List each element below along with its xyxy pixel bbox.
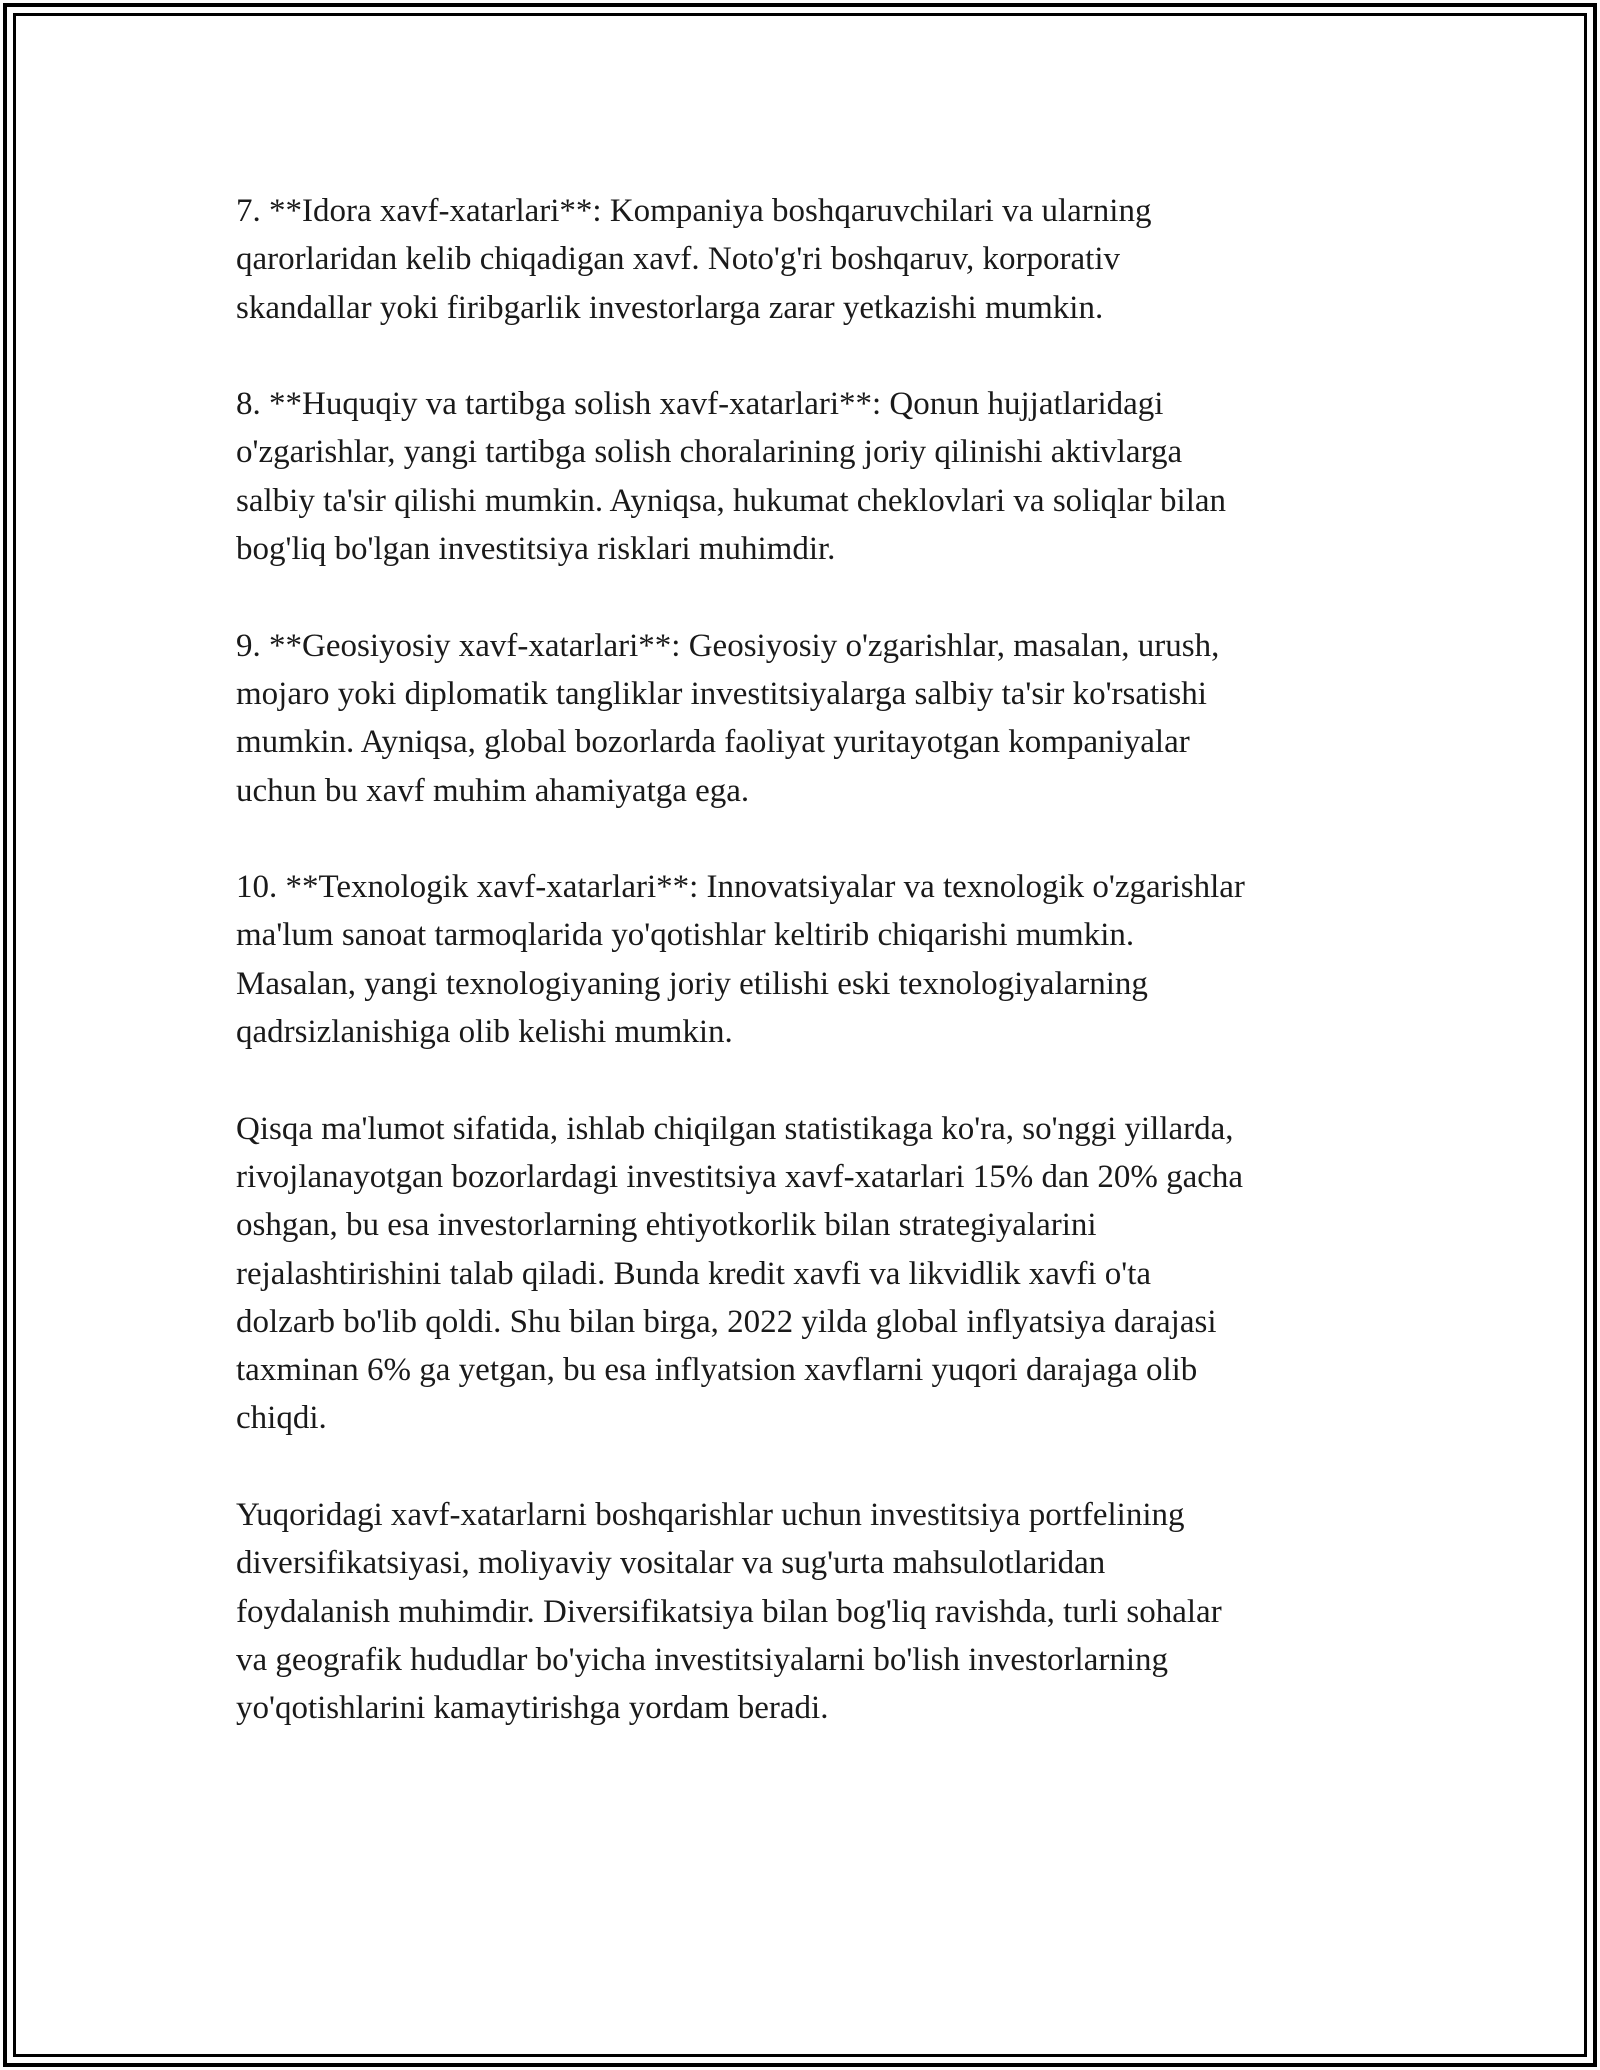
- paragraph-risk-management: Yuqoridagi xavf-xatarlarni boshqarishlar uchun investitsiya portfelining diversifikatsiyasi, moliyaviy vositalar va sug'urta mahsulotlaridan foydalanish muhimdir. Diversifikatsiya bilan bog'liq ravishda, turli sohalar va geografik hududlar bo'yicha investitsiyalarni bo'lish investorlarning yo'qotishlarini kamaytirishga yordam beradi.: [236, 1497, 1222, 1727]
- paragraph-legal-risks: 8. **Huquqiy va tartibga solish xavf-xatarlari**: Qonun hujjatlaridagi o'zgarishlar, yangi tartibga solish choralarining joriy qilinishi aktivlarga salbiy ta'sir qilishi mumkin. Ayniqsa, hukumat cheklovlari va soliqlar bilan bog'liq bo'lgan investitsiya risklari muhimdir.: [236, 386, 1227, 568]
- paragraph-idora-risks: 7. **Idora xavf-xatarlari**: Kompaniya boshqaruvchilari va ularning qarorlaridan kelib chiqadigan xavf. Noto'g'ri boshqaruv, korporativ skandallar yoki firibgarlik investorlarga zarar yetkazishi mumkin.: [236, 193, 1152, 326]
- paragraph-statistics-summary: Qisqa ma'lumot sifatida, ishlab chiqilgan statistikaga ko'ra, so'nggi yillarda, rivojlanayotgan bozorlardagi investitsiya xavf-xatarlari 15% dan 20% gacha oshgan, bu esa investorlarning ehtiyotkorlik bilan strategiyalarini rejalashtirishini talab qiladi. Bunda kredit xavfi va likvidlik xavfi o'ta dolzarb bo'lib qoldi. Shu bilan birga, 2022 yilda global inflyatsiya darajasi taxminan 6% ga yetgan, bu esa inflyatsion xavflarni yuqori darajaga olib chiqdi.: [236, 1110, 1244, 1437]
- paragraph-geopolitical-risks: 9. **Geosiyosiy xavf-xatarlari**: Geosiyosiy o'zgarishlar, masalan, urush, mojaro yoki diplomatik tangliklar investitsiyalarga salbiy ta'sir ko'rsatishi mumkin. Ayniqsa, global bozorlarda faoliyat yuritayotgan kompaniyalar uchun bu xavf muhim ahamiyatga ega.: [236, 627, 1220, 809]
- document-body: [236, 187, 1386, 1781]
- paragraph-technological-risks: 10. **Texnologik xavf-xatarlari**: Innovatsiyalar va texnologik o'zgarishlar ma'lum sanoat tarmoqlarida yo'qotishlar keltirib chiqarishi mumkin. Masalan, yangi texnologiyaning joriy etilishi eski texnologiyalarning qadrsizlanishiga olib kelishi mumkin.: [236, 869, 1245, 1051]
